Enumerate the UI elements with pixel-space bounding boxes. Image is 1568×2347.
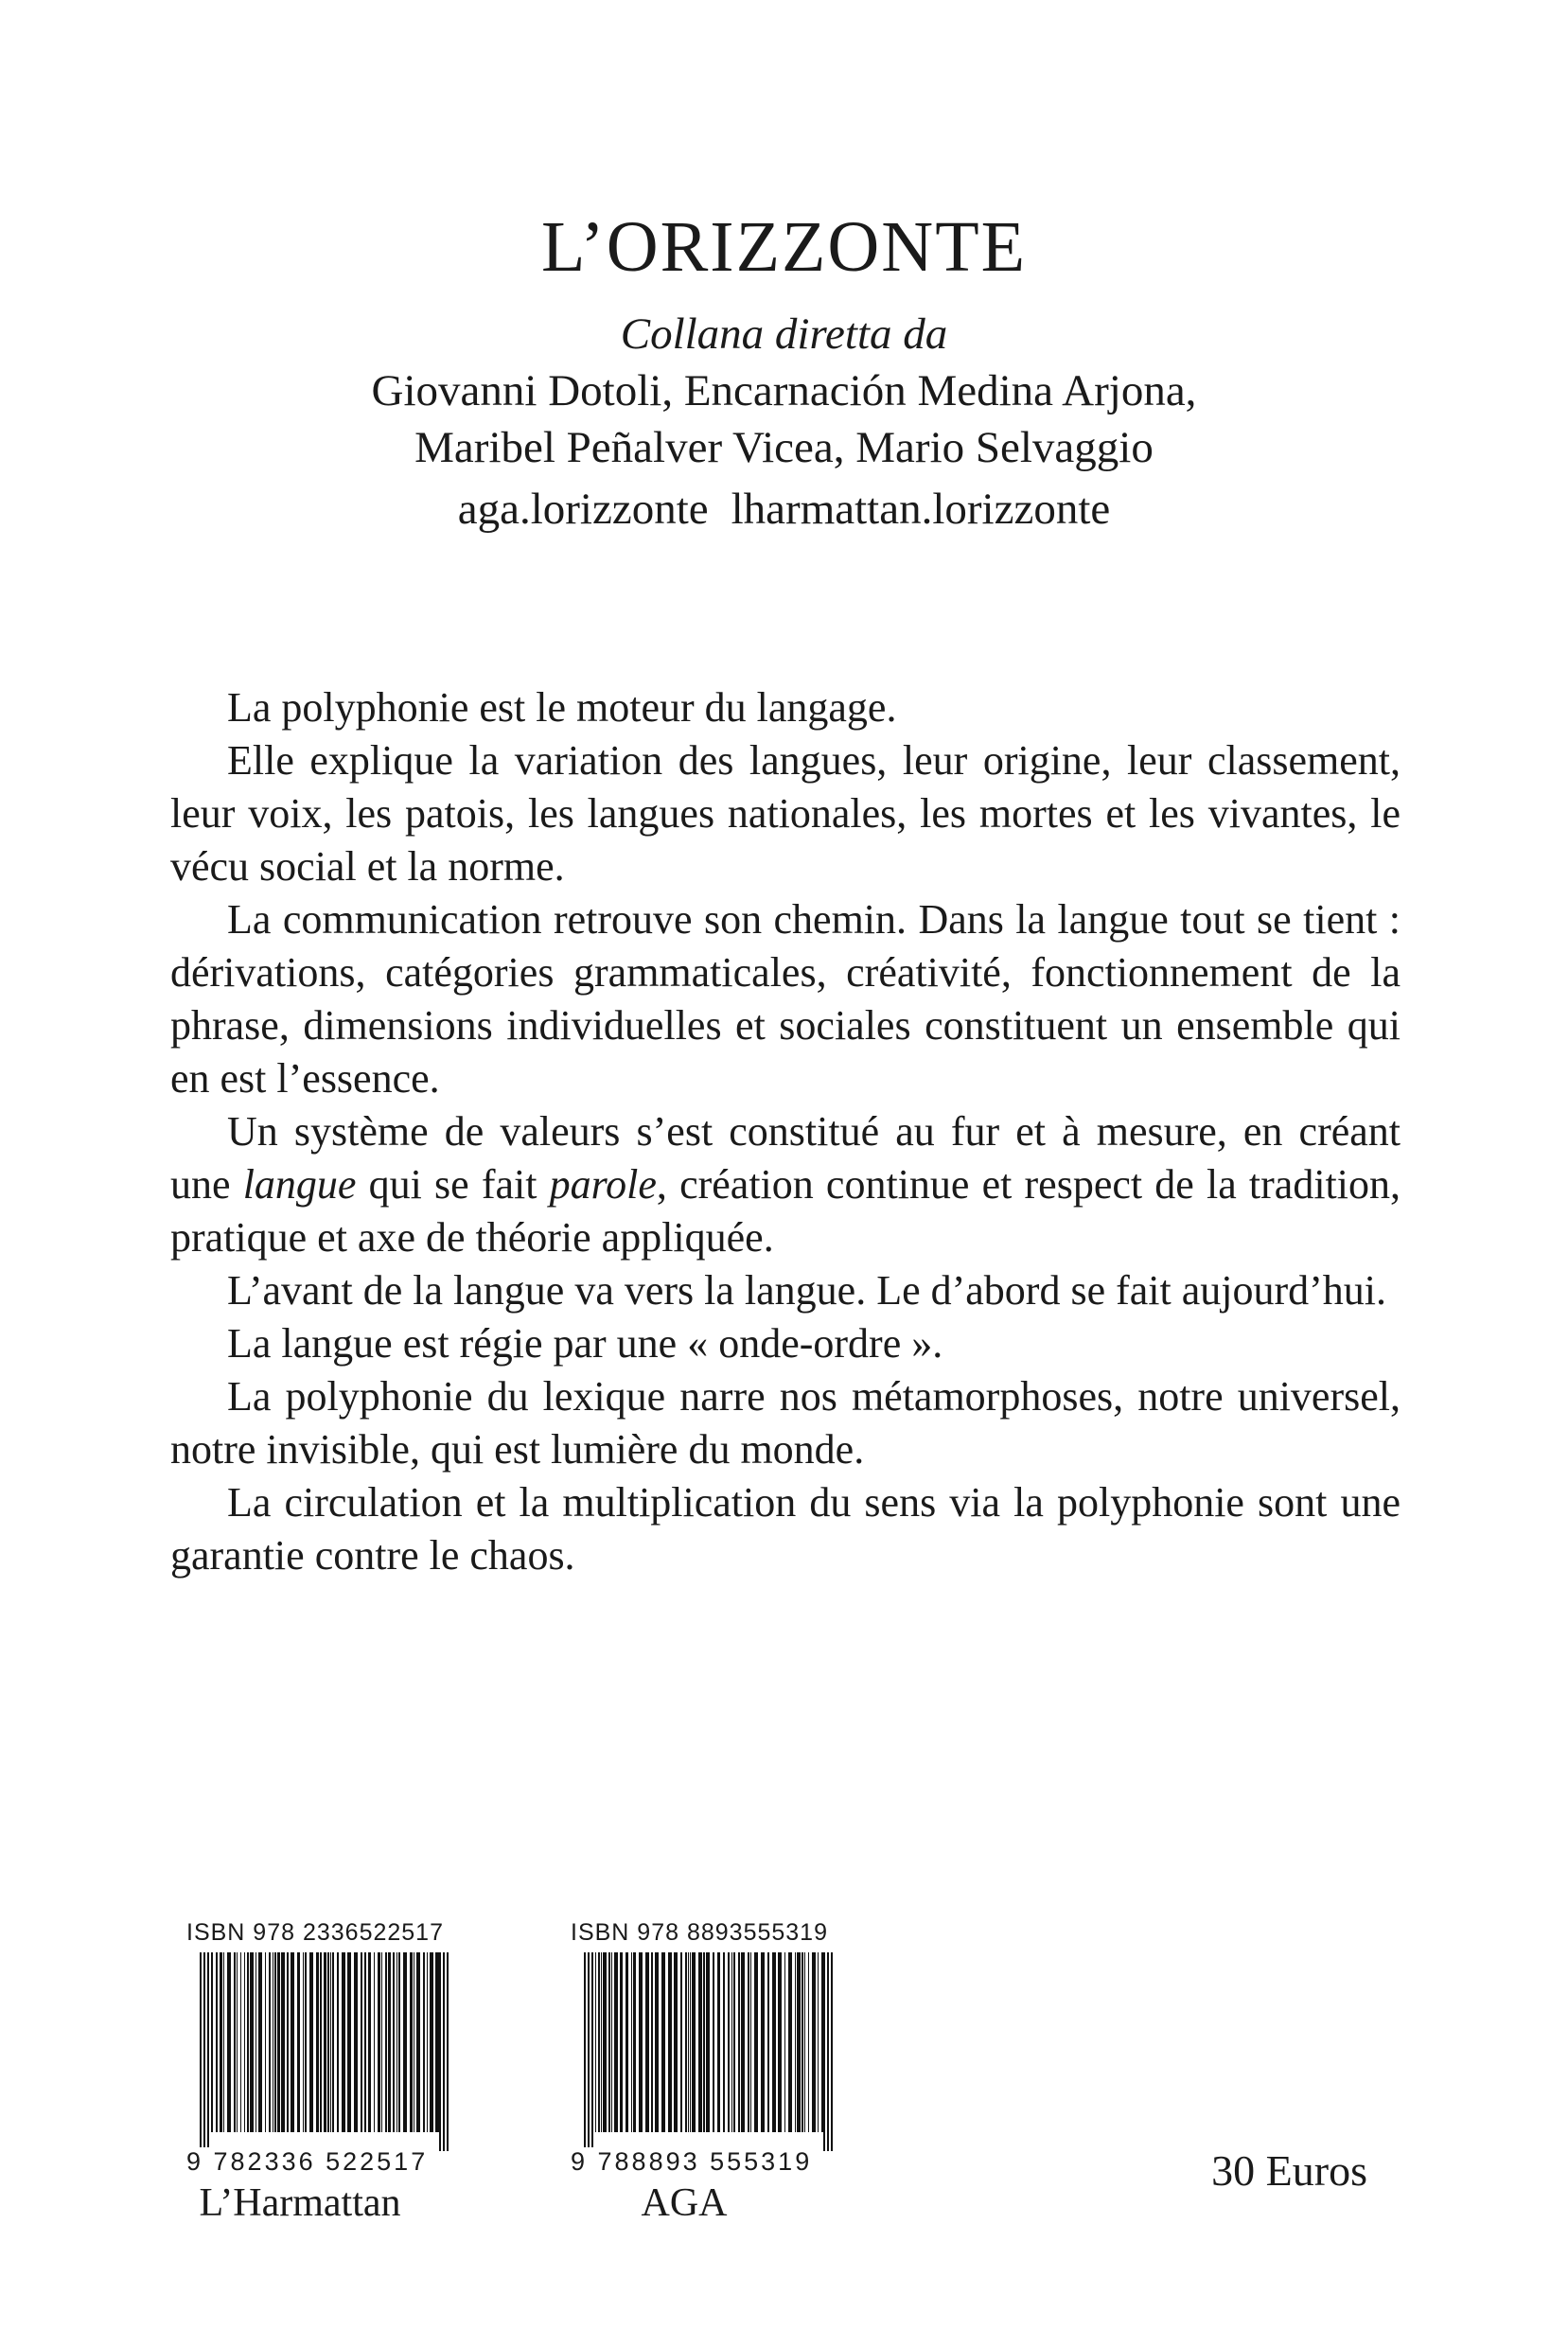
- back-cover-text: [170, 681, 1401, 1582]
- isbn-label: ISBN 978 2336522517: [186, 1919, 444, 1946]
- paragraph-3: La communication retrouve son chemin. Dans la langue tout se tient : dérivations, catégories grammaticales, créativité, fonctionnement de la phrase, dimensions individuelles et sociales constituent un ensemble qui en est l’essence.: [170, 896, 1401, 1102]
- paragraph-1: La polyphonie est le moteur du langage.: [227, 684, 897, 731]
- isbn-label: ISBN 978 8893555319: [571, 1919, 828, 1946]
- social-handle-aga: aga.lorizzonte: [457, 485, 709, 534]
- paragraph-8: La circulation et la multiplication du sens via la polyphonie sont une garantie contre le chaos.: [170, 1479, 1401, 1579]
- paragraph-7: La polyphonie du lexique narre nos métamorphoses, notre universel, notre invisible, qui est lumière du monde.: [170, 1373, 1401, 1473]
- series-socials: [0, 487, 1568, 532]
- publisher-name: L’Harmattan: [199, 2181, 401, 2225]
- social-handle-harmattan: lharmattan.lorizzonte: [731, 485, 1111, 534]
- paragraph-5: L’avant de la langue va vers la langue. Le d’abord se fait aujourd’hui.: [227, 1267, 1387, 1314]
- isbn-digits: 9 788893 555319: [571, 2147, 813, 2176]
- barcode-icon: [186, 1952, 456, 2151]
- barcode-icon: [571, 1952, 840, 2151]
- paragraph-4-part-a: Un système de valeurs s’est constitué au fur et à mesure, en créant une: [170, 1108, 1401, 1208]
- paragraph-6: La langue est régie par une « onde-ordre ».: [227, 1320, 943, 1367]
- emphasis-parole: parole: [549, 1161, 657, 1208]
- emphasis-langue: langue: [242, 1161, 357, 1208]
- paragraph-2: Elle explique la variation des langues, leur origine, leur classement, leur voix, les patois, les langues nationales, les mortes et les vivantes, le vécu social et la norme.: [170, 737, 1401, 890]
- paragraph-4-part-b: qui se fait: [356, 1161, 550, 1208]
- isbn-digits: 9 782336 522517: [186, 2147, 429, 2176]
- publisher-name: AGA: [641, 2181, 728, 2225]
- series-directed-by: Collana diretta da: [620, 309, 948, 359]
- series-editors-line2: Maribel Peñalver Vicea, Mario Selvaggio: [414, 423, 1154, 472]
- isbn-block-aga: [571, 1918, 840, 2226]
- series-editors-line1: Giovanni Dotoli, Encarnación Medina Arjona,: [371, 366, 1197, 415]
- paragraph-4-part-c: , création continue et respect de la tradition, pratique et axe de théorie appliquée.: [170, 1161, 1401, 1261]
- paragraph-4: [170, 1105, 1401, 1264]
- isbn-block-harmattan: [186, 1918, 456, 2226]
- price: 30 Euros: [1211, 2146, 1367, 2195]
- series-title: L’ORIZZONTE: [540, 207, 1028, 287]
